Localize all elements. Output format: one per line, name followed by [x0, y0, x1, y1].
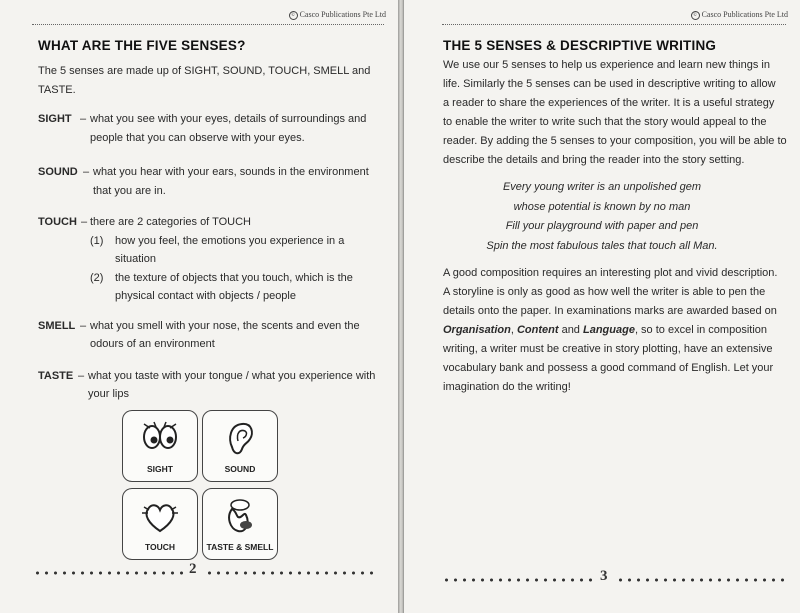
- touch-definition: TOUCH – there are 2 categories of TOUCH (1) how you feel, the emotions you experience in a situation (2) the texture of objects that you touch, which is the physical contact with objects / people: [38, 216, 353, 302]
- footer-dots-right-a: [442, 577, 592, 583]
- header-rule-left: [32, 24, 384, 25]
- page-number-right: 3: [600, 568, 608, 584]
- left-page: [0, 0, 398, 613]
- touch-card: TOUCH: [122, 488, 198, 560]
- footer-dots-right-b: [616, 577, 786, 583]
- footer-dots-left-b: [205, 570, 373, 576]
- taste-definition: TASTE – what you taste with your tongue / what you experience with your lips: [38, 370, 376, 400]
- sight-definition: SIGHT – what you see with your eyes, details of surroundings and people that you can observe with your eyes.: [38, 113, 367, 144]
- right-page: [404, 0, 800, 613]
- publisher-credit-right: © Casco Publications Pte Ltd: [691, 10, 788, 20]
- header-rule-right: [442, 24, 786, 25]
- copyright-icon: ©: [691, 11, 700, 20]
- taste-smell-card: TASTE & SMELL: [202, 488, 278, 560]
- copyright-icon: ©: [289, 11, 298, 20]
- heart-hands-icon: [140, 497, 180, 537]
- intro-text: The 5 senses are made up of SIGHT, SOUND, TOUCH, SMELL and TASTE.: [38, 65, 371, 96]
- poem: Every young writer is an unpolished gem whose potential is known by no man Fill your playground with paper and pen Spin the most fabulous tales that touch all Man.: [486, 181, 718, 252]
- ear-icon: [220, 419, 260, 459]
- footer-dots-left-a: [33, 570, 183, 576]
- key-criteria-line: Organisation, Content and Language, so to excel in composition: [443, 324, 768, 336]
- page-number-left: 2: [189, 561, 197, 577]
- sound-definition: SOUND – what you hear with your ears, sounds in the environment that you are in.: [38, 166, 369, 197]
- smell-definition: SMELL – what you smell with your nose, the scents and even the odours of an environment: [38, 320, 360, 350]
- paragraph-2: A good composition requires an interesting plot and vivid description. A storyline is only as good as how well the writer is able to pen the details onto the paper. In examinations marks are awarded based on Organisation, Content and Language, so to excel in composition writing, a writer must be creative in story plotting, have an extensive vocabulary bank and possess a good command of English. Let your imagination do the writing!: [443, 264, 788, 397]
- right-page-title: THE 5 SENSES & DESCRIPTIVE WRITING: [443, 38, 717, 53]
- chef-nose-icon: [220, 497, 260, 537]
- left-page-title: WHAT ARE THE FIVE SENSES?: [38, 38, 246, 53]
- publisher-credit-left: © Casco Publications Pte Ltd: [289, 10, 386, 20]
- paragraph-1: We use our 5 senses to help us experience and learn new things in life. Similarly the 5 senses can be used in descriptive writing to allow a reader to share the experiences of the writer. It is a useful strategy to enable the writer to write such that the story would appeal to the reader. By adding the 5 senses to your composition, you will be able to describe the details and bring the reader into the story setting.: [443, 59, 787, 166]
- eyes-icon: [140, 419, 180, 457]
- sound-card: SOUND: [202, 410, 278, 482]
- sight-card: SIGHT: [122, 410, 198, 482]
